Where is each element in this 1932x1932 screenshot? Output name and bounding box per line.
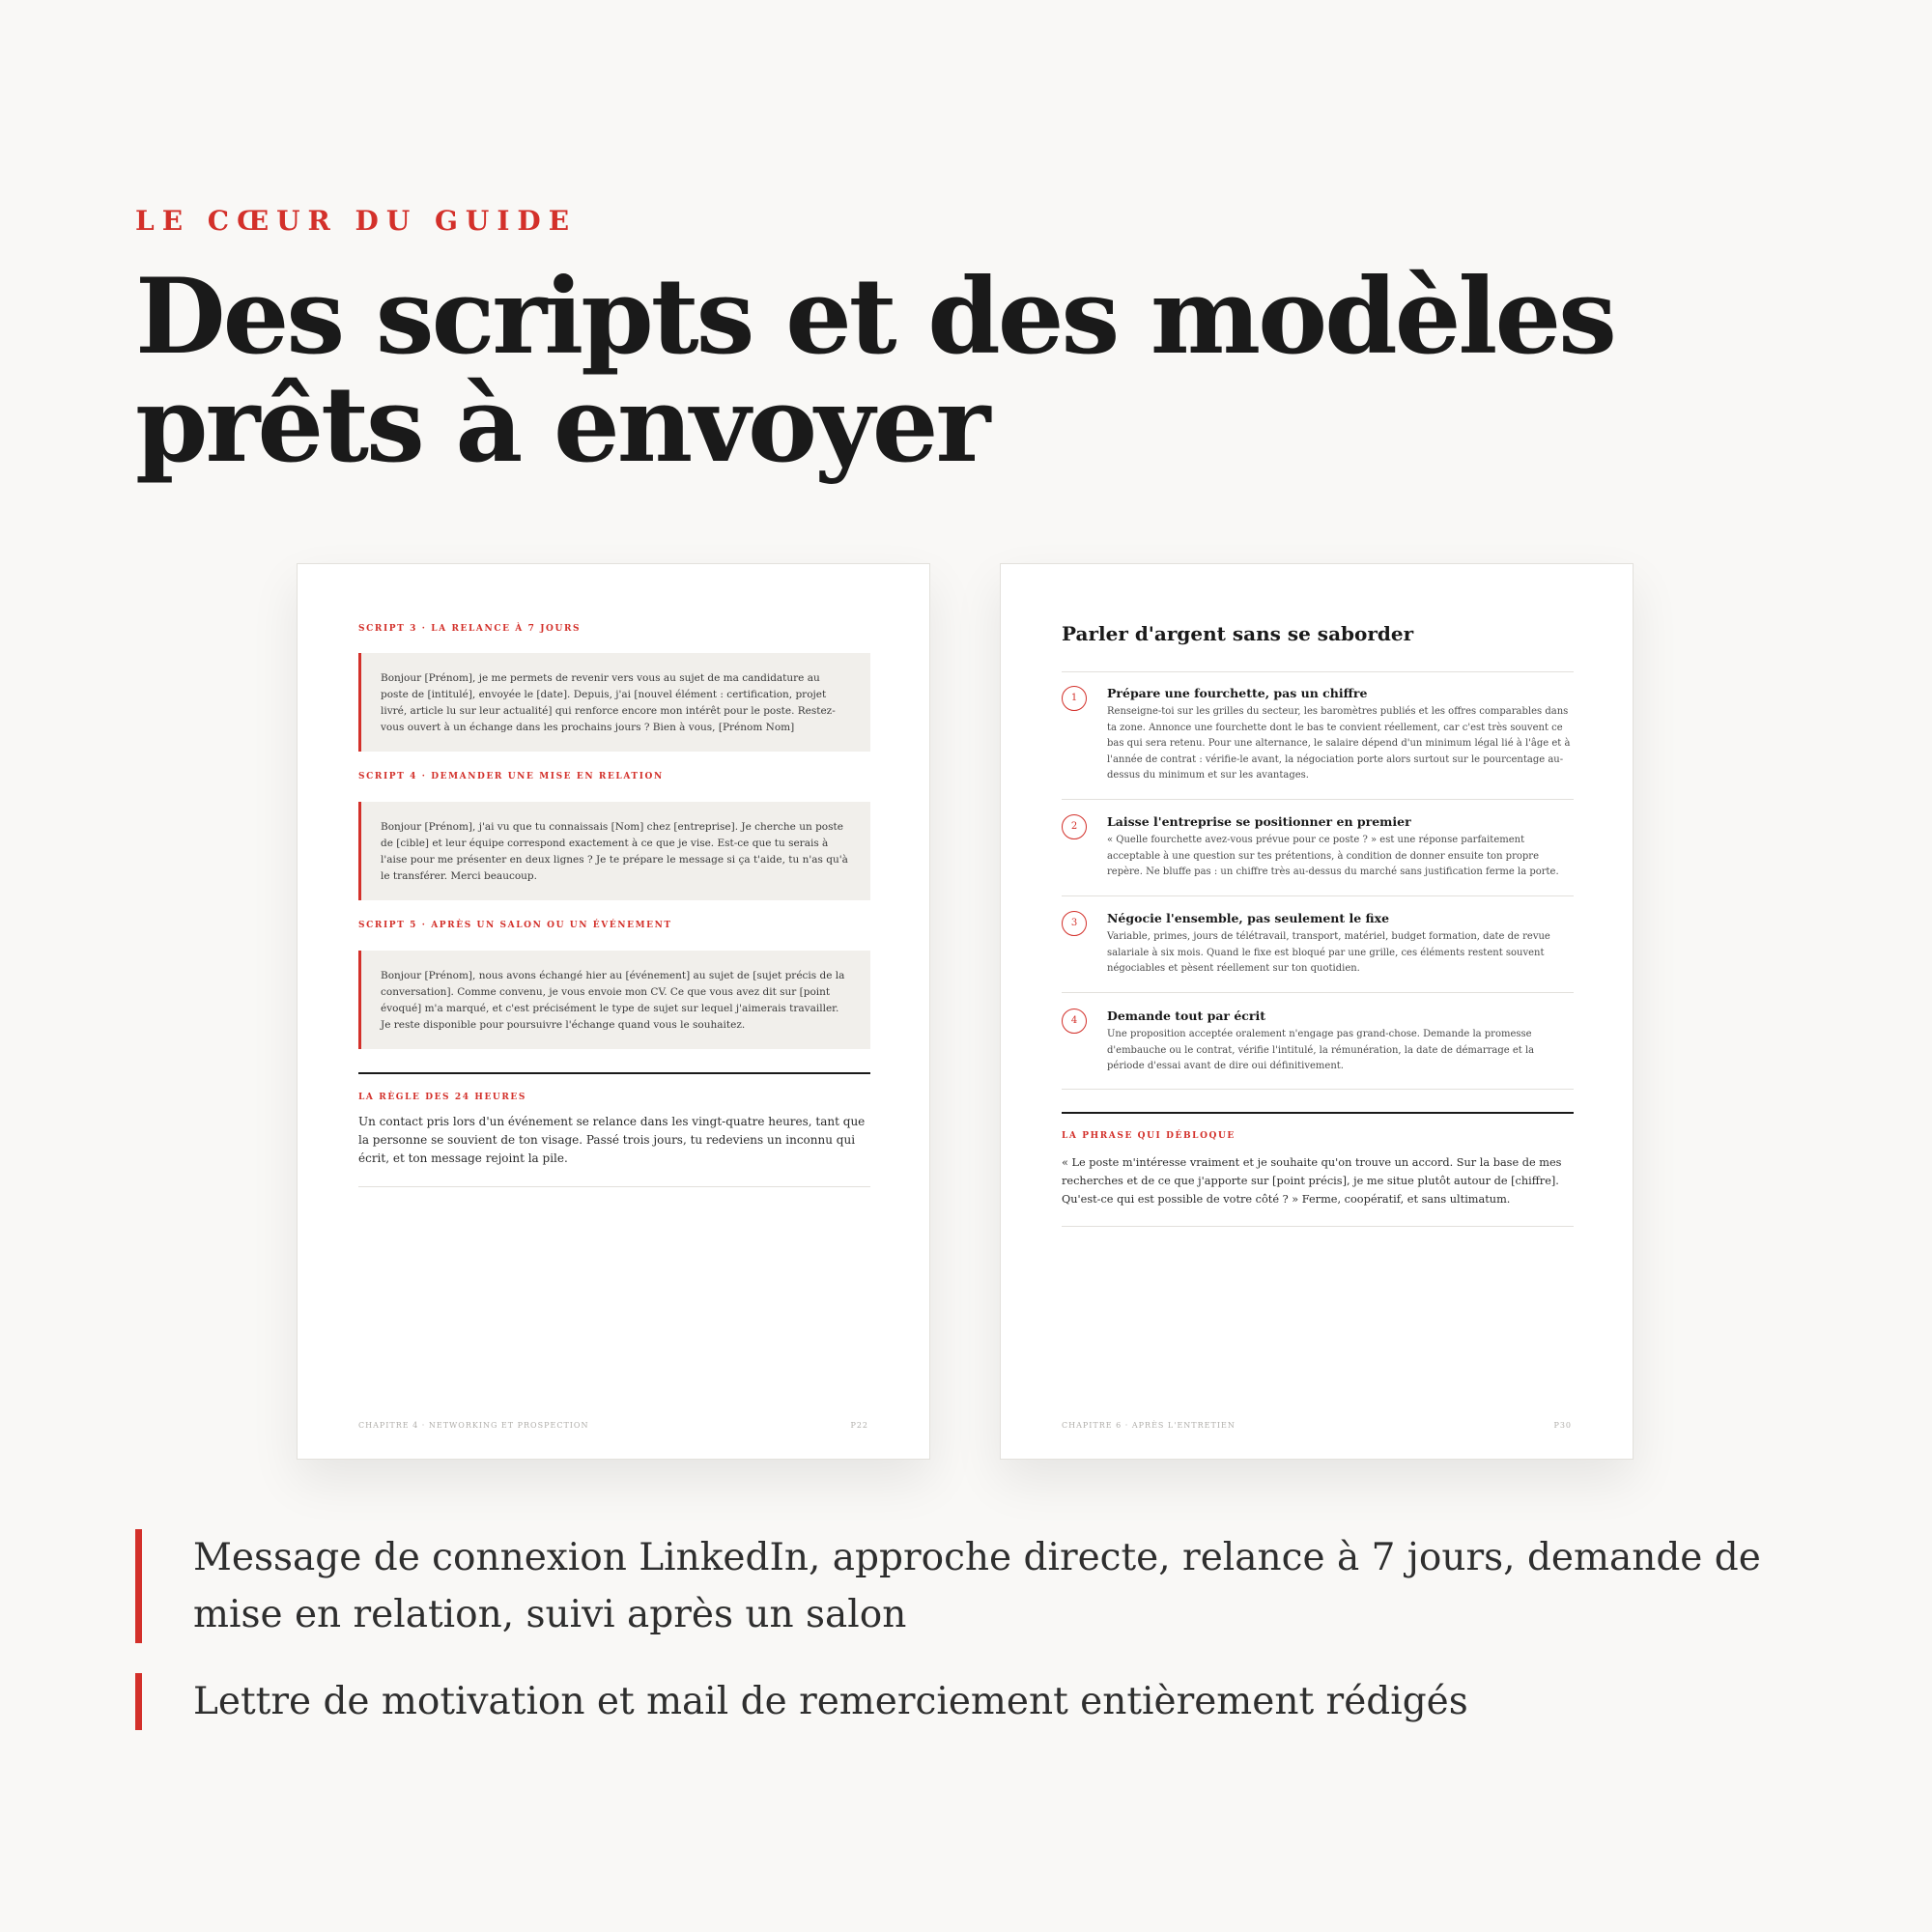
page-number: P22: [850, 1421, 868, 1430]
step-description: Une proposition acceptée oralement n'engage pas grand-chose. Demande la promesse d'embauche ou le contrat, vérifie l'intitulé, la rémunération, la date de démarrage et la période d'essai avant de dire oui définitivement.: [1107, 1029, 1535, 1071]
section-end-divider: [1062, 1226, 1574, 1227]
page-preview-scripts: [297, 563, 930, 1460]
section-eyebrow: LE CŒUR DU GUIDE: [135, 205, 578, 237]
headline-line-1: Des scripts et des modèles: [135, 256, 1614, 378]
page-preview-negotiation: [1000, 563, 1634, 1460]
title-divider: [1062, 671, 1574, 672]
page-headline: [135, 256, 1681, 486]
step-title: Laisse l'entreprise se positionner en premier: [1107, 814, 1411, 829]
feature-bullet-scripts: Message de connexion LinkedIn, approche directe, relance à 7 jours, demande de mise en relation, suivi après un salon: [135, 1529, 1797, 1643]
script-4-quote: Bonjour [Prénom], j'ai vu que tu connaissais [Nom] chez [entreprise]. Je cherche un poste de [cible] et leur équipe correspond exactement à ce que je vise. Est-ce que tu serais à l'aise pour me présenter en deux lignes ? Je te prépare le message si ça t'aide, tu n'as qu'à le transférer. Merci beaucoup.: [358, 802, 870, 900]
headline-line-2: prêts à envoyer: [135, 364, 988, 486]
step-title: Négocie l'ensemble, pas seulement le fixe: [1107, 911, 1390, 925]
step-description: Variable, primes, jours de télétravail, transport, matériel, budget formation, date de revue salariale à six mois. Quand le fixe est bloqué par une grille, ces éléments restent souvent négociables et pèsent réellement sur ton quotidien.: [1107, 931, 1550, 974]
section-end-divider: [358, 1186, 870, 1187]
rule-24h-label: LA RÈGLE DES 24 HEURES: [358, 1093, 526, 1102]
script-3-label: SCRIPT 3 · LA RELANCE À 7 JOURS: [358, 624, 582, 634]
key-phrase-text: « Le poste m'intéresse vraiment et je souhaite qu'on trouve un accord. Sur la base de mes recherches et de ce que j'apporte sur [point précis], je me situe plutôt autour de [chiffre]. Qu'est-ce qui est possible de votre côté ? » Ferme, coopératif, et sans ultimatum.: [1062, 1156, 1562, 1206]
step-divider: [1062, 799, 1574, 800]
step-number-badge: 1: [1062, 686, 1087, 711]
script-3-quote: Bonjour [Prénom], je me permets de revenir vers vous au sujet de ma candidature au poste de [intitulé], envoyée le [date]. Depuis, j'ai [nouvel élément : certification, projet livré, article lu sur leur actualité] qui renforce encore mon intérêt pour le poste. Restez-vous ouvert à un échange dans les prochains jours ? Bien à vous, [Prénom Nom]: [358, 653, 870, 752]
step-number-badge: 3: [1062, 911, 1087, 936]
step-number-badge: 4: [1062, 1009, 1087, 1034]
section-divider: [358, 1072, 870, 1074]
step-description: « Quelle fourchette avez-vous prévue pour ce poste ? » est une réponse parfaitement acceptable à une question sur tes prétentions, à condition de donner ensuite ton propre repère. Ne bluffe pas : un chiffre très au-dessus du marché sans justification ferme la porte.: [1107, 835, 1559, 877]
step-divider: [1062, 992, 1574, 993]
key-phrase-label: LA PHRASE QUI DÉBLOQUE: [1062, 1131, 1236, 1141]
script-5-label: SCRIPT 5 · APRÈS UN SALON OU UN ÉVÉNEMENT: [358, 921, 672, 930]
page-number: P30: [1553, 1421, 1572, 1430]
rule-24h-text: Un contact pris lors d'un événement se relance dans les vingt-quatre heures, tant que la personne se souvient de ton visage. Passé trois jours, tu redeviens un inconnu qui écrit, et ton message rejoint la pile.: [358, 1115, 866, 1165]
step-title: Prépare une fourchette, pas un chiffre: [1107, 686, 1368, 700]
step-description: Renseigne-toi sur les grilles du secteur, les baromètres publiés et les offres comparables dans ta zone. Annonce une fourchette dont le bas te convient réellement, car c'est très souvent ce bas qui sera retenu. Pour une alternance, le salaire dépend d'un minimum légal lié à l'âge et à l'année de contrat : vérifie-le avant, la négociation porte alors surtout sur le pourcentage au-dessus du minimum et sur les avantages.: [1107, 706, 1571, 781]
step-divider: [1062, 895, 1574, 896]
step-divider: [1062, 1089, 1574, 1090]
page-footer-chapter: CHAPITRE 6 · APRÈS L'ENTRETIEN: [1062, 1421, 1236, 1430]
step-number-badge: 2: [1062, 814, 1087, 839]
section-divider: [1062, 1112, 1574, 1114]
script-4-label: SCRIPT 4 · DEMANDER UNE MISE EN RELATION: [358, 772, 664, 781]
page-footer-chapter: CHAPITRE 4 · NETWORKING ET PROSPECTION: [358, 1421, 589, 1430]
page-preview-title: Parler d'argent sans se saborder: [1062, 622, 1414, 645]
feature-bullet-letters: Lettre de motivation et mail de remerciement entièrement rédigés: [135, 1673, 1797, 1730]
script-5-quote: Bonjour [Prénom], nous avons échangé hier au [événement] au sujet de [sujet précis de la conversation]. Comme convenu, je vous envoie mon CV. Ce que vous avez dit sur [point évoqué] m'a marqué, et c'est précisément le type de sujet sur lequel j'aimerais travailler. Je reste disponible pour poursuivre l'échange quand vous le souhaitez.: [358, 951, 870, 1049]
step-title: Demande tout par écrit: [1107, 1009, 1266, 1023]
